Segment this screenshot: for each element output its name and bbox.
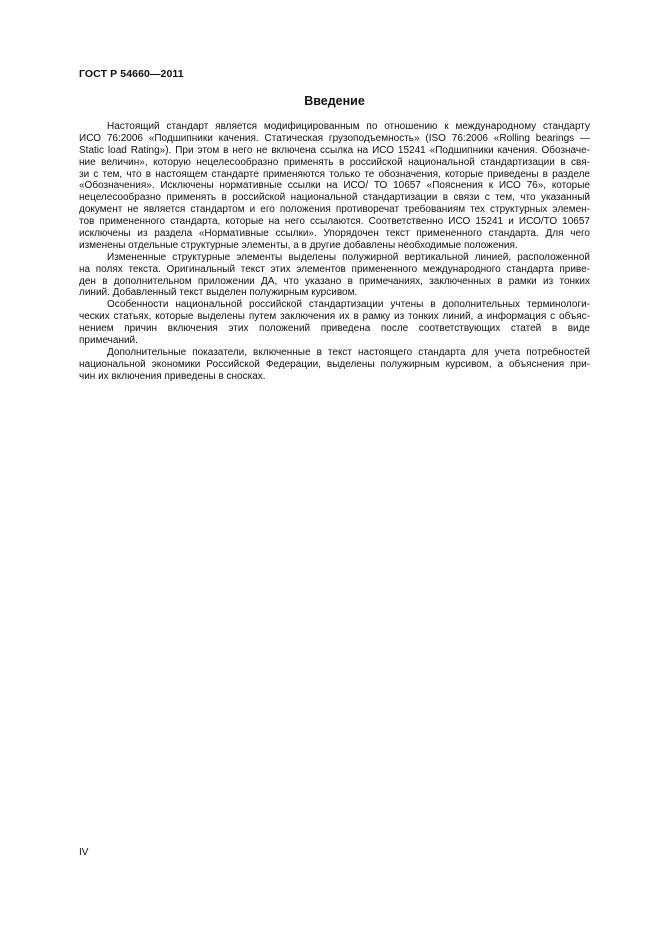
text-line: «Обозначения». Исключены нормативные ссылки на ИСО/ ТО 10657 «Пояснения к ИСО 76», которые bbox=[79, 180, 590, 192]
text-line: Настоящий стандарт является модифицированным по отношению к международному стандарту bbox=[107, 121, 590, 132]
text-line: примечаний. bbox=[79, 335, 138, 347]
text-line: нением причин включения этих положений приведена после соответствующих статей в виде bbox=[79, 323, 590, 335]
text-line: исключены из раздела «Нормативные ссылки». Упорядочен текст примененного стандарта. Для чего bbox=[79, 228, 590, 240]
text-line: зи с тем, что в настоящем стандарте применяются только те обозначения, которые приведены в разделе bbox=[79, 168, 590, 180]
text-line: нецелесообразно применять в российской национальной стандартизации в связи с тем, что указанный bbox=[79, 192, 590, 204]
section-title: Введение bbox=[304, 94, 365, 108]
document-header-id: ГОСТ Р 54660—2011 bbox=[79, 68, 184, 80]
document-body bbox=[79, 121, 590, 383]
text-line: Static load Rating»). При этом в него не включена ссылка на ИСО 15241 «Подшипники качения. Обозначе- bbox=[79, 144, 590, 156]
page-number: IV bbox=[79, 847, 89, 858]
text-line: тов примененного стандарта, которые на него ссылаются. Соответственно ИСО 15241 и ИСО/ТО 10657 bbox=[79, 216, 590, 228]
text-line: Особенности национальной российской стандартизации учтены в дополнительных терминологи- bbox=[107, 299, 590, 311]
text-line: национальной экономики Российской Федерации, выделены полужирным курсивом, а объяснения при- bbox=[79, 358, 590, 370]
text-line: на полях текста. Оригинальный текст этих элементов примененного международного стандарта приве- bbox=[79, 263, 590, 275]
text-line: чин их включения приведены в сносках. bbox=[79, 370, 266, 382]
text-line: ден в дополнительном приложении ДА, что указано в примечаниях, заключенных в рамки из тонких bbox=[79, 275, 590, 287]
text-line: ние величин», которую нецелесообразно применять в российской национальной стандартизации в свя- bbox=[79, 156, 590, 168]
text-line: линий. Добавленный текст выделен полужирным курсивом. bbox=[79, 287, 358, 299]
text-line: Дополнительные показатели, включенные в текст настоящего стандарта для учета потребностей bbox=[107, 346, 590, 358]
text-line: Измененные структурные элементы выделены полужирной вертикальной линией, расположенной bbox=[107, 251, 590, 263]
paragraph bbox=[79, 121, 590, 252]
paragraph bbox=[79, 252, 590, 300]
text-line: документ не является стандартом и его положения противоречат требованиям тех структурных элемен- bbox=[79, 204, 590, 216]
paragraph bbox=[79, 299, 590, 347]
text-line: изменены отдельные структурные элементы, а в другие добавлены необходимые положения. bbox=[79, 239, 518, 251]
text-line: ИСО 76:2006 «Подшипники качения. Статическая грузоподъемность» (ISO 76:2006 «Rolling bearings — bbox=[79, 132, 590, 144]
paragraph bbox=[79, 347, 590, 383]
text-line: ческих статьях, которые выделены путем заключения их в рамку из тонких линий, а информация с объяс- bbox=[79, 311, 590, 323]
